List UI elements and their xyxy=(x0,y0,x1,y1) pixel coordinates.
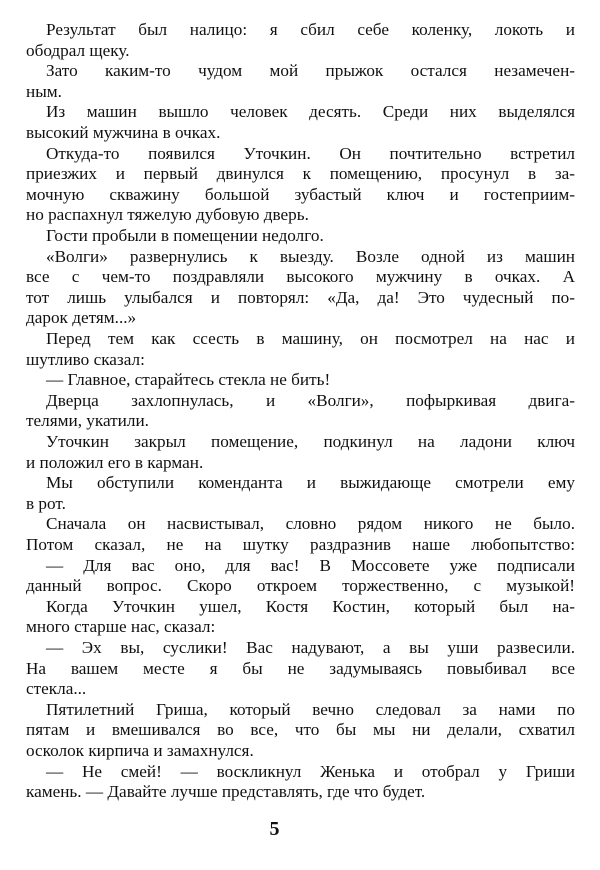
text-line-30: много старше нас, сказал: xyxy=(26,617,216,637)
text-line-1: Результат был налицо: я сбил себе коленку, локоть и xyxy=(46,20,575,39)
text-line-9: мочную скважину большой зубастый ключ и гостеприим- xyxy=(26,184,575,204)
text-line-20: телями, укатили. xyxy=(26,411,149,431)
text-line-28: данный вопрос. Скоро откроем торжественно, с музыкой! xyxy=(26,576,575,596)
text-line-33: стекла... xyxy=(26,679,87,699)
text-line-36: осколок кирпича и замахнулся. xyxy=(26,741,254,760)
text-line-21: Уточкин закрыл помещение, подкинул на ладони ключ xyxy=(46,432,575,451)
text-line-35: пятам и вмешивался во все, что бы мы ни делали, схватил xyxy=(26,720,575,740)
text-line-11: Гости пробыли в помещении недолго. xyxy=(46,226,324,245)
text-line-23: Мы обступили коменданта и выжидающе смотрели ему xyxy=(46,473,575,493)
text-line-6: высокий мужчина в очках. xyxy=(26,123,221,142)
book-page xyxy=(26,20,575,860)
text-line-14: тот лишь улыбался и повторял: «Да, да! Это чудесный по- xyxy=(26,287,575,307)
text-line-18: — Главное, старайтесь стекла не бить! xyxy=(46,370,331,390)
text-line-26: Потом сказал, не на шутку раздразнив наше любопытство: xyxy=(26,535,575,554)
text-line-3: Зато каким-то чудом мой прыжок остался незамечен- xyxy=(46,61,575,81)
text-line-19: Дверца захлопнулась, и «Волги», пофыркивая двига- xyxy=(46,390,575,410)
text-line-38: камень. — Давайте лучше представлять, где что будет. xyxy=(26,782,426,802)
text-line-10: но распахнул тяжелую дубовую дверь. xyxy=(26,205,309,225)
text-line-8: приезжих и первый двинулся к помещению, просунул в за- xyxy=(26,164,575,184)
text-line-12: «Волги» развернулись к выезду. Возле одной из машин xyxy=(46,246,575,266)
text-line-22: и положил его в карман. xyxy=(26,452,204,472)
text-line-17: шутливо сказал: xyxy=(26,349,145,369)
text-line-37: — Не смей! — воскликнул Женька и отобрал у Гриши xyxy=(46,761,575,781)
text-line-31: — Эх вы, суслики! Вас надувают, а вы уши развесили. xyxy=(46,638,575,657)
text-line-4: ным. xyxy=(26,81,62,101)
text-line-5: Из машин вышло человек десять. Среди них выделялся xyxy=(46,102,575,122)
text-line-2: ободрал щеку. xyxy=(26,40,130,60)
text-line-7: Откуда-то появился Уточкин. Он почтительно встретил xyxy=(46,143,575,163)
page-number: 5 xyxy=(269,817,280,840)
text-line-16: Перед тем как ссесть в машину, он посмотрел на нас и xyxy=(46,329,575,348)
text-line-34: Пятилетний Гриша, который вечно следовал за нами по xyxy=(46,699,575,719)
text-line-27: — Для вас оно, для вас! В Моссовете уже подписали xyxy=(46,555,575,575)
text-line-25: Сначала он насвистывал, словно рядом никого не было. xyxy=(46,514,575,534)
text-line-32: На вашем месте я бы не задумываясь повыбивал все xyxy=(26,658,575,678)
text-line-24: в рот. xyxy=(26,493,66,513)
text-line-13: все с чем-то поздравляли высокого мужчину в очках. А xyxy=(26,267,575,287)
text-line-15: дарок детям...» xyxy=(26,308,137,328)
text-line-29: Когда Уточкин ушел, Костя Костин, который был на- xyxy=(46,596,575,616)
